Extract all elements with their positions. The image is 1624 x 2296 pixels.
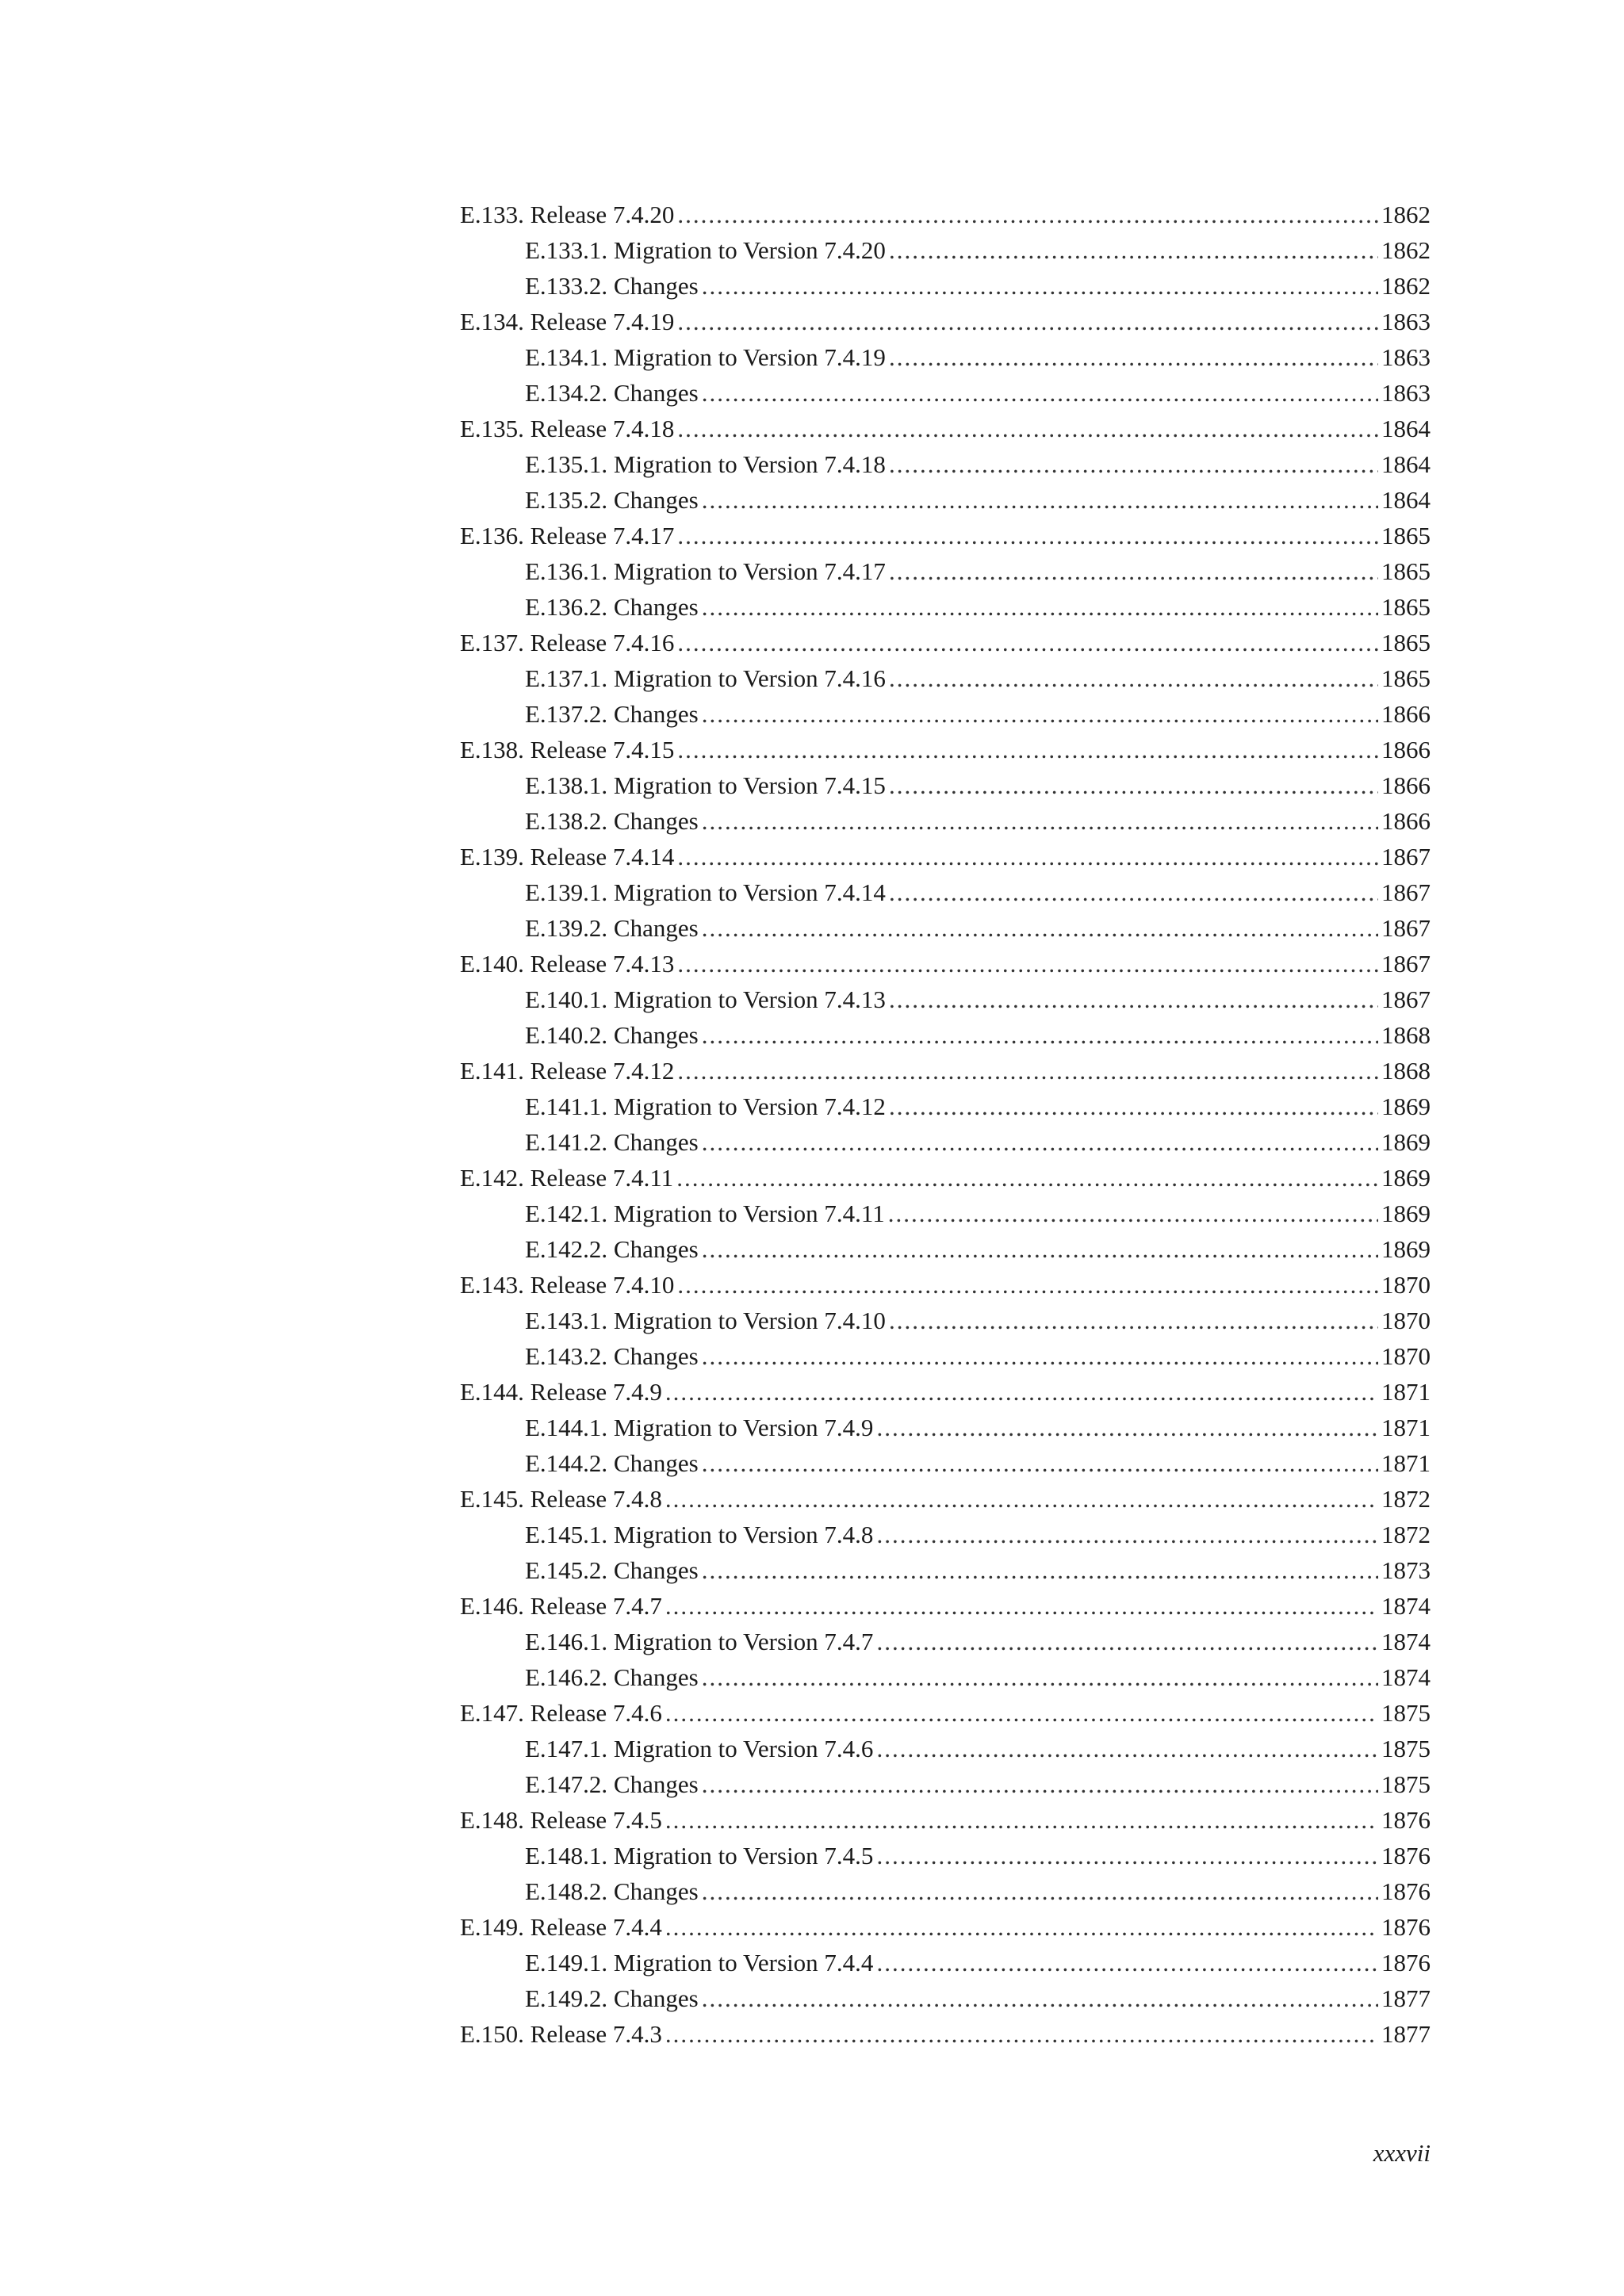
- dot-leader: [889, 767, 1378, 803]
- dot-leader: [702, 268, 1378, 304]
- toc-entry-title[interactable]: E.135.2. Changes: [525, 486, 699, 514]
- dot-leader: [665, 1909, 1378, 1945]
- toc-entry-subsection[interactable]: [460, 1017, 1431, 1053]
- toc-entry-title[interactable]: E.145. Release 7.4.8: [460, 1485, 662, 1513]
- toc-entry-release[interactable]: [460, 411, 1431, 446]
- dot-leader: [677, 197, 1378, 232]
- toc-entry-subsection[interactable]: [460, 982, 1431, 1017]
- toc-entry-page-number[interactable]: 1868: [1381, 1021, 1431, 1049]
- toc-entry-page-number[interactable]: 1874: [1381, 1663, 1431, 1691]
- toc-entry-page-number[interactable]: 1876: [1381, 1806, 1431, 1834]
- dot-leader: [677, 732, 1378, 767]
- dot-leader: [889, 446, 1378, 482]
- toc-entry-title[interactable]: E.141. Release 7.4.12: [460, 1057, 675, 1085]
- toc-entry-subsection[interactable]: [460, 339, 1431, 375]
- dot-leader: [702, 696, 1378, 732]
- toc-entry-page-number[interactable]: 1870: [1381, 1342, 1431, 1370]
- toc-entry-subsection[interactable]: [460, 232, 1431, 268]
- toc-entry-title[interactable]: E.140.1. Migration to Version 7.4.13: [525, 985, 886, 1013]
- toc-entry-page-number[interactable]: 1876: [1381, 1913, 1431, 1941]
- toc-entry-page-number[interactable]: 1870: [1381, 1307, 1431, 1334]
- dot-leader: [677, 518, 1378, 553]
- toc-entry-page-number[interactable]: 1875: [1381, 1699, 1431, 1727]
- toc-entry-subsection[interactable]: [460, 1089, 1431, 1124]
- toc-entry-page-number[interactable]: 1876: [1381, 1842, 1431, 1869]
- toc-entry-subsection[interactable]: [460, 1766, 1431, 1802]
- dot-leader: [702, 1980, 1378, 2016]
- dot-leader: [677, 411, 1378, 446]
- toc-entry-title[interactable]: E.141.2. Changes: [525, 1128, 699, 1156]
- toc-entry-subsection[interactable]: [460, 375, 1431, 411]
- toc-entry-subsection[interactable]: [460, 1445, 1431, 1481]
- dot-leader: [889, 339, 1378, 375]
- dot-leader: [889, 874, 1378, 910]
- toc-entry-release[interactable]: [460, 2016, 1431, 2052]
- toc-entry-page-number[interactable]: 1867: [1381, 950, 1431, 978]
- toc-entry-page-number[interactable]: 1865: [1381, 664, 1431, 692]
- toc-entry-title[interactable]: E.145.1. Migration to Version 7.4.8: [525, 1521, 874, 1548]
- table-of-contents: [460, 197, 1431, 2052]
- dot-leader: [702, 1231, 1378, 1267]
- toc-entry-title[interactable]: E.148. Release 7.4.5: [460, 1806, 662, 1834]
- toc-entry-title[interactable]: E.138.1. Migration to Version 7.4.15: [525, 771, 886, 799]
- toc-entry-release[interactable]: [460, 839, 1431, 874]
- toc-entry-page-number[interactable]: 1871: [1381, 1378, 1431, 1406]
- dot-leader: [665, 1588, 1378, 1624]
- toc-entry-page-number[interactable]: 1865: [1381, 593, 1431, 621]
- toc-entry-page-number[interactable]: 1877: [1381, 2020, 1431, 2048]
- toc-entry-title[interactable]: E.133.1. Migration to Version 7.4.20: [525, 236, 886, 264]
- toc-entry-page-number[interactable]: 1867: [1381, 878, 1431, 906]
- toc-entry-subsection[interactable]: [460, 696, 1431, 732]
- toc-entry-title[interactable]: E.143.2. Changes: [525, 1342, 699, 1370]
- toc-entry-page-number[interactable]: 1864: [1381, 415, 1431, 442]
- dot-leader: [676, 1160, 1378, 1196]
- toc-entry-title[interactable]: E.145.2. Changes: [525, 1556, 699, 1584]
- toc-entry-subsection[interactable]: [460, 1552, 1431, 1588]
- dot-leader: [677, 946, 1378, 982]
- toc-entry-title[interactable]: E.137.1. Migration to Version 7.4.16: [525, 664, 886, 692]
- toc-entry-title[interactable]: E.144.1. Migration to Version 7.4.9: [525, 1414, 874, 1441]
- toc-entry-title[interactable]: E.133.2. Changes: [525, 272, 699, 300]
- toc-entry-page-number[interactable]: 1864: [1381, 486, 1431, 514]
- toc-entry-page-number[interactable]: 1865: [1381, 522, 1431, 549]
- toc-entry-page-number[interactable]: 1865: [1381, 629, 1431, 656]
- toc-entry-subsection[interactable]: [460, 1873, 1431, 1909]
- dot-leader: [876, 1410, 1378, 1445]
- toc-entry-subsection[interactable]: [460, 1659, 1431, 1695]
- toc-entry-subsection[interactable]: [460, 1124, 1431, 1160]
- dot-leader: [889, 232, 1378, 268]
- toc-entry-page-number[interactable]: 1873: [1381, 1556, 1431, 1584]
- toc-entry-title[interactable]: E.140.2. Changes: [525, 1021, 699, 1049]
- toc-entry-page-number[interactable]: 1869: [1381, 1200, 1431, 1227]
- toc-entry-subsection[interactable]: [460, 803, 1431, 839]
- dot-leader: [677, 304, 1378, 339]
- toc-entry-title[interactable]: E.148.1. Migration to Version 7.4.5: [525, 1842, 874, 1869]
- toc-entry-title[interactable]: E.147.2. Changes: [525, 1770, 699, 1798]
- toc-entry-release[interactable]: [460, 1481, 1431, 1517]
- dot-leader: [876, 1517, 1378, 1552]
- dot-leader: [876, 1624, 1378, 1659]
- toc-entry-page-number[interactable]: 1871: [1381, 1449, 1431, 1477]
- dot-leader: [888, 1196, 1378, 1231]
- toc-entry-page-number[interactable]: 1869: [1381, 1164, 1431, 1192]
- toc-entry-page-number[interactable]: 1866: [1381, 736, 1431, 763]
- toc-entry-page-number[interactable]: 1866: [1381, 771, 1431, 799]
- toc-entry-page-number[interactable]: 1875: [1381, 1735, 1431, 1762]
- toc-entry-title[interactable]: E.134.2. Changes: [525, 379, 699, 407]
- toc-entry-title[interactable]: E.143. Release 7.4.10: [460, 1271, 675, 1299]
- toc-entry-page-number[interactable]: 1863: [1381, 379, 1431, 407]
- toc-entry-page-number[interactable]: 1874: [1381, 1628, 1431, 1655]
- dot-leader: [702, 1873, 1378, 1909]
- dot-leader: [665, 2016, 1378, 2052]
- toc-entry-subsection[interactable]: [460, 1338, 1431, 1374]
- dot-leader: [889, 1303, 1378, 1338]
- toc-entry-title[interactable]: E.144.2. Changes: [525, 1449, 699, 1477]
- toc-entry-page-number[interactable]: 1862: [1381, 201, 1431, 228]
- dot-leader: [665, 1481, 1378, 1517]
- toc-entry-page-number[interactable]: 1875: [1381, 1770, 1431, 1798]
- toc-entry-release[interactable]: [460, 1588, 1431, 1624]
- toc-entry-title[interactable]: E.149.2. Changes: [525, 1984, 699, 2012]
- toc-entry-subsection[interactable]: [460, 446, 1431, 482]
- toc-entry-page-number[interactable]: 1864: [1381, 450, 1431, 478]
- toc-entry-page-number[interactable]: 1872: [1381, 1521, 1431, 1548]
- dot-leader: [665, 1802, 1378, 1838]
- toc-entry-title[interactable]: E.140. Release 7.4.13: [460, 950, 675, 978]
- toc-entry-page-number[interactable]: 1866: [1381, 700, 1431, 728]
- toc-entry-page-number[interactable]: 1877: [1381, 1984, 1431, 2012]
- toc-entry-release[interactable]: [460, 625, 1431, 660]
- toc-entry-page-number[interactable]: 1869: [1381, 1093, 1431, 1120]
- toc-entry-title[interactable]: E.137.2. Changes: [525, 700, 699, 728]
- toc-entry-subsection[interactable]: [460, 910, 1431, 946]
- toc-entry-title[interactable]: E.139. Release 7.4.14: [460, 843, 675, 871]
- dot-leader: [889, 1089, 1378, 1124]
- toc-entry-subsection[interactable]: [460, 589, 1431, 625]
- toc-entry-title[interactable]: E.146. Release 7.4.7: [460, 1592, 662, 1620]
- toc-entry-title[interactable]: E.135.1. Migration to Version 7.4.18: [525, 450, 886, 478]
- toc-entry-subsection[interactable]: [460, 1624, 1431, 1659]
- dot-leader: [702, 1017, 1378, 1053]
- toc-entry-subsection[interactable]: [460, 874, 1431, 910]
- dot-leader: [665, 1374, 1378, 1410]
- dot-leader: [665, 1695, 1378, 1731]
- toc-entry-title[interactable]: E.146.1. Migration to Version 7.4.7: [525, 1628, 874, 1655]
- dot-leader: [702, 482, 1378, 518]
- toc-entry-title[interactable]: E.142.2. Changes: [525, 1235, 699, 1263]
- toc-entry-title[interactable]: E.141.1. Migration to Version 7.4.12: [525, 1093, 886, 1120]
- toc-entry-page-number[interactable]: 1876: [1381, 1877, 1431, 1905]
- dot-leader: [889, 553, 1378, 589]
- toc-entry-release[interactable]: [460, 1053, 1431, 1089]
- dot-leader: [702, 1766, 1378, 1802]
- dot-leader: [677, 1267, 1378, 1303]
- toc-entry-title[interactable]: E.135. Release 7.4.18: [460, 415, 675, 442]
- toc-entry-title[interactable]: E.142. Release 7.4.11: [460, 1164, 674, 1192]
- dot-leader: [677, 1053, 1378, 1089]
- dot-leader: [702, 1338, 1378, 1374]
- toc-entry-release[interactable]: [460, 946, 1431, 982]
- toc-entry-release[interactable]: [460, 1909, 1431, 1945]
- toc-entry-page-number[interactable]: 1862: [1381, 272, 1431, 300]
- toc-entry-release[interactable]: [460, 1695, 1431, 1731]
- toc-entry-subsection[interactable]: [460, 1980, 1431, 2016]
- toc-entry-page-number[interactable]: 1863: [1381, 343, 1431, 371]
- toc-entry-page-number[interactable]: 1872: [1381, 1485, 1431, 1513]
- toc-entry-title[interactable]: E.150. Release 7.4.3: [460, 2020, 662, 2048]
- toc-entry-title[interactable]: E.136.2. Changes: [525, 593, 699, 621]
- toc-entry-title[interactable]: E.148.2. Changes: [525, 1877, 699, 1905]
- toc-entry-subsection[interactable]: [460, 268, 1431, 304]
- toc-entry-page-number[interactable]: 1876: [1381, 1949, 1431, 1976]
- toc-entry-subsection[interactable]: [460, 767, 1431, 803]
- toc-entry-page-number[interactable]: 1869: [1381, 1128, 1431, 1156]
- toc-entry-page-number[interactable]: 1871: [1381, 1414, 1431, 1441]
- toc-entry-page-number[interactable]: 1867: [1381, 985, 1431, 1013]
- toc-entry-page-number[interactable]: 1867: [1381, 914, 1431, 942]
- toc-entry-page-number[interactable]: 1862: [1381, 236, 1431, 264]
- toc-entry-release[interactable]: [460, 1802, 1431, 1838]
- toc-entry-release[interactable]: [460, 1267, 1431, 1303]
- toc-entry-subsection[interactable]: [460, 553, 1431, 589]
- toc-entry-page-number[interactable]: 1867: [1381, 843, 1431, 871]
- dot-leader: [702, 1659, 1378, 1695]
- toc-entry-subsection[interactable]: [460, 1517, 1431, 1552]
- toc-entry-title[interactable]: E.147. Release 7.4.6: [460, 1699, 662, 1727]
- toc-entry-title[interactable]: E.139.1. Migration to Version 7.4.14: [525, 878, 886, 906]
- toc-entry-subsection[interactable]: [460, 1945, 1431, 1980]
- toc-entry-title[interactable]: E.149.1. Migration to Version 7.4.4: [525, 1949, 874, 1976]
- toc-entry-release[interactable]: [460, 304, 1431, 339]
- page-number: xxxvii: [1373, 2139, 1431, 2167]
- toc-entry-page-number[interactable]: 1869: [1381, 1235, 1431, 1263]
- toc-entry-title[interactable]: E.142.1. Migration to Version 7.4.11: [525, 1200, 885, 1227]
- toc-entry-title[interactable]: E.149. Release 7.4.4: [460, 1913, 662, 1941]
- toc-entry-subsection[interactable]: [460, 660, 1431, 696]
- toc-entry-page-number[interactable]: 1866: [1381, 807, 1431, 835]
- toc-entry-release[interactable]: [460, 197, 1431, 232]
- dot-leader: [677, 839, 1378, 874]
- dot-leader: [702, 803, 1378, 839]
- toc-entry-title[interactable]: E.136.1. Migration to Version 7.4.17: [525, 557, 886, 585]
- toc-entry-subsection[interactable]: [460, 1231, 1431, 1267]
- dot-leader: [677, 625, 1378, 660]
- toc-entry-title[interactable]: E.144. Release 7.4.9: [460, 1378, 662, 1406]
- dot-leader: [876, 1838, 1378, 1873]
- toc-entry-subsection[interactable]: [460, 1410, 1431, 1445]
- toc-entry-subsection[interactable]: [460, 1303, 1431, 1338]
- dot-leader: [889, 660, 1378, 696]
- toc-entry-title[interactable]: E.139.2. Changes: [525, 914, 699, 942]
- dot-leader: [702, 910, 1378, 946]
- toc-entry-page-number[interactable]: 1863: [1381, 308, 1431, 335]
- toc-entry-subsection[interactable]: [460, 1196, 1431, 1231]
- dot-leader: [702, 1552, 1378, 1588]
- toc-entry-title[interactable]: E.134.1. Migration to Version 7.4.19: [525, 343, 886, 371]
- toc-entry-title[interactable]: E.147.1. Migration to Version 7.4.6: [525, 1735, 874, 1762]
- toc-entry-page-number[interactable]: 1870: [1381, 1271, 1431, 1299]
- toc-entry-page-number[interactable]: 1868: [1381, 1057, 1431, 1085]
- toc-entry-title[interactable]: E.146.2. Changes: [525, 1663, 699, 1691]
- dot-leader: [702, 589, 1378, 625]
- toc-entry-release[interactable]: [460, 1160, 1431, 1196]
- toc-entry-title[interactable]: E.137. Release 7.4.16: [460, 629, 675, 656]
- toc-entry-subsection[interactable]: [460, 1731, 1431, 1766]
- toc-entry-page-number[interactable]: 1874: [1381, 1592, 1431, 1620]
- toc-entry-title[interactable]: E.133. Release 7.4.20: [460, 201, 675, 228]
- toc-entry-release[interactable]: [460, 1374, 1431, 1410]
- toc-entry-title[interactable]: E.143.1. Migration to Version 7.4.10: [525, 1307, 886, 1334]
- toc-entry-title[interactable]: E.138. Release 7.4.15: [460, 736, 675, 763]
- toc-entry-title[interactable]: E.138.2. Changes: [525, 807, 699, 835]
- toc-entry-release[interactable]: [460, 518, 1431, 553]
- dot-leader: [876, 1731, 1378, 1766]
- dot-leader: [702, 375, 1378, 411]
- dot-leader: [889, 982, 1378, 1017]
- toc-entry-release[interactable]: [460, 732, 1431, 767]
- toc-entry-subsection[interactable]: [460, 482, 1431, 518]
- dot-leader: [702, 1124, 1378, 1160]
- dot-leader: [876, 1945, 1378, 1980]
- dot-leader: [702, 1445, 1378, 1481]
- toc-entry-page-number[interactable]: 1865: [1381, 557, 1431, 585]
- toc-entry-title[interactable]: E.134. Release 7.4.19: [460, 308, 675, 335]
- toc-entry-title[interactable]: E.136. Release 7.4.17: [460, 522, 675, 549]
- toc-entry-subsection[interactable]: [460, 1838, 1431, 1873]
